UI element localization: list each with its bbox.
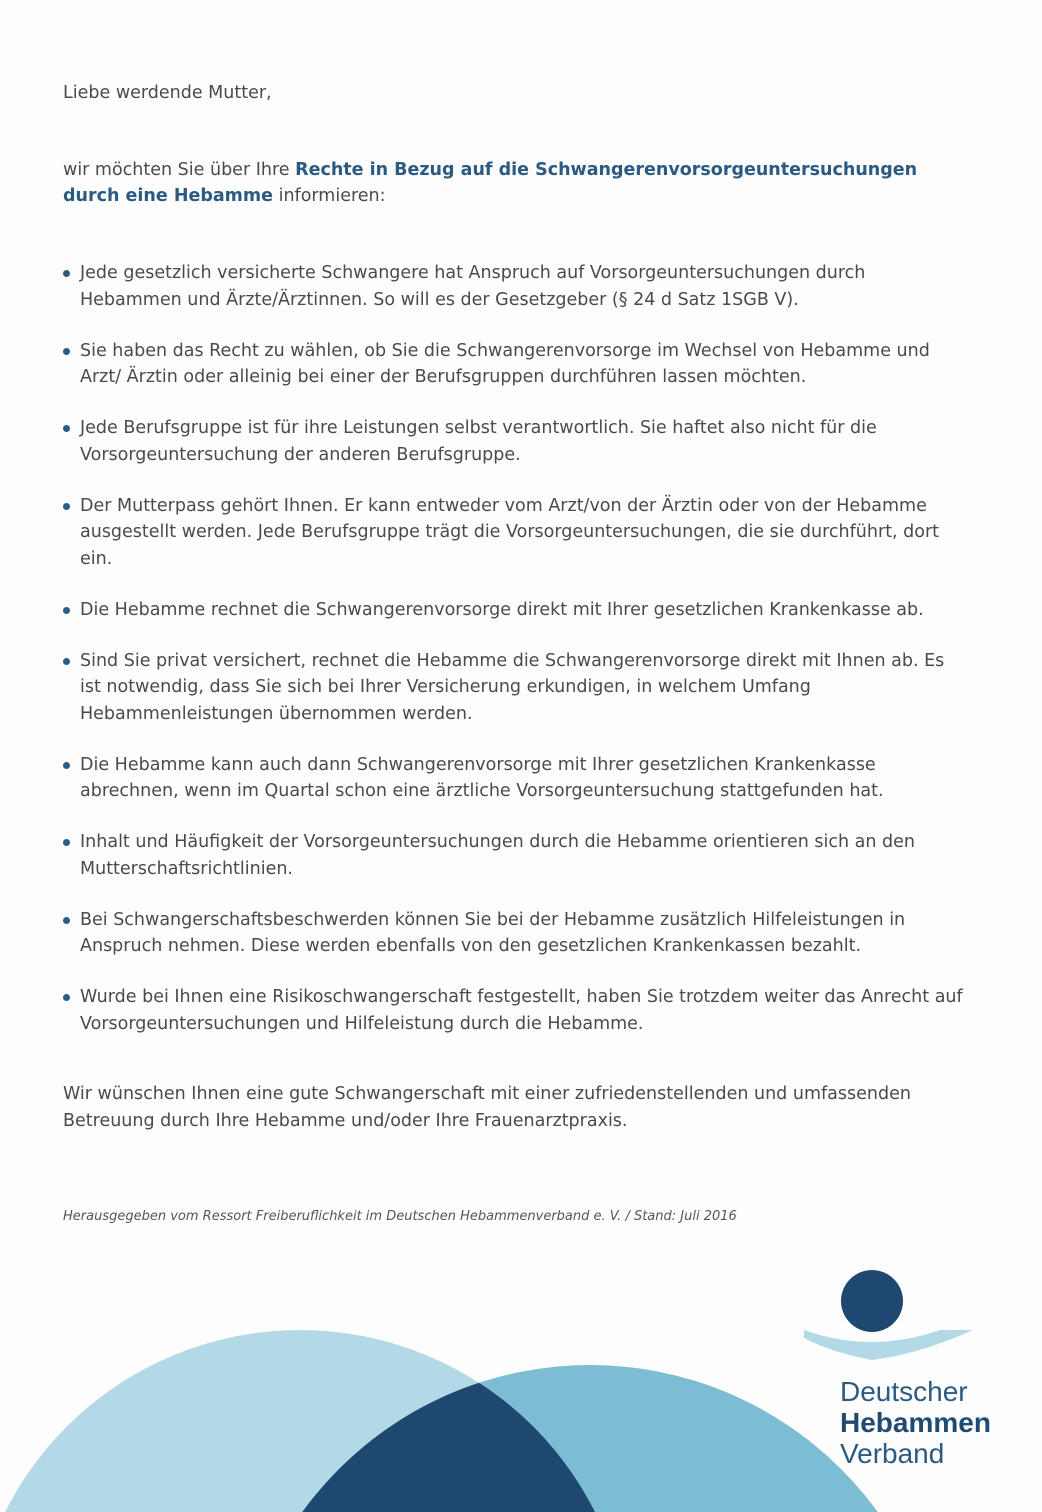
bullet-icon: [63, 658, 70, 665]
list-item: [63, 984, 963, 1037]
intro-text-end: informieren:: [273, 186, 386, 206]
logo-line-3: Verband: [840, 1438, 945, 1469]
list-item-text: Der Mutterpass gehört Ihnen. Er kann entweder vom Arzt/von der Ärztin oder von der Hebamme ausgestellt werden. Jede Berufsgruppe trägt die Vorsorgeuntersuchungen, die sie durchführt, dort ein.: [80, 495, 940, 569]
closing-paragraph: Wir wünschen Ihnen eine gute Schwangerschaft mit einer zufriedenstellenden und umfassenden Betreuung durch Ihre Hebamme und/oder Ihre Frauenarztpraxis.: [63, 1084, 911, 1131]
bullet-icon: [63, 917, 70, 924]
bullet-icon: [63, 839, 70, 846]
list-item: [63, 597, 963, 624]
bullet-icon: [63, 270, 70, 277]
list-item-text: Jede Berufsgruppe ist für ihre Leistungen selbst verantwortlich. Sie haftet also nicht für die Vorsorgeuntersuchung der anderen Berufsgruppe.: [80, 418, 877, 465]
logo-line-1: Deutscher: [840, 1376, 968, 1407]
salutation: Liebe werdende Mutter,: [63, 83, 272, 103]
intro-text-start: wir möchten Sie über Ihre: [63, 160, 296, 180]
intro-highlight: Rechte in Bezug auf die Schwangerenvorsorgeuntersuchungen durch eine Hebamme: [63, 160, 918, 206]
list-item: [63, 907, 963, 960]
list-item: [63, 829, 963, 882]
bullet-icon: [63, 425, 70, 432]
list-item-text: Jede gesetzlich versicherte Schwangere hat Anspruch auf Vorsorgeuntersuchungen durch Hebammen und Ärzte/Ärztinnen. So will es der Gesetzgeber (§ 24 d Satz 1SGB V).: [80, 263, 866, 310]
list-item-text: Bei Schwangerschaftsbeschwerden können Sie bei der Hebamme zusätzlich Hilfeleistungen in Anspruch nehmen. Diese werden ebenfalls von den gesetzlichen Krankenkassen bezahlt.: [80, 909, 906, 956]
logo-head-shape: [841, 1270, 903, 1332]
rights-list: [63, 260, 963, 1062]
list-item: [63, 260, 963, 313]
list-item-text: Wurde bei Ihnen eine Risikoschwangerschaft festgestellt, haben Sie trotzdem weiter das Anrecht auf Vorsorgeuntersuchungen und Hilfeleistung durch die Hebamme.: [80, 987, 963, 1034]
list-item: [63, 648, 963, 728]
list-item-text: Sie haben das Recht zu wählen, ob Sie die Schwangerenvorsorge im Wechsel von Hebamme und Arzt/ Ärztin oder alleinig bei einer der Berufsgruppen durchführen lassen möchten.: [80, 340, 930, 387]
bullet-icon: [63, 994, 70, 1001]
list-item: [63, 338, 963, 391]
list-item: [63, 493, 963, 573]
bullet-icon: [63, 348, 70, 355]
publisher-note: Herausgegeben vom Ressort Freiberuflichkeit im Deutschen Hebammenverband e. V. / Stand: Juli 2016: [63, 1209, 737, 1224]
bullet-icon: [63, 503, 70, 510]
list-item-text: Sind Sie privat versichert, rechnet die Hebamme die Schwangerenvorsorge direkt mit Ihnen ab. Es ist notwendig, dass Sie sich bei Ihrer Versicherung erkundigen, in welchem Umfang Hebammenleistungen übernommen werden.: [80, 650, 945, 724]
list-item-text: Die Hebamme kann auch dann Schwangerenvorsorge mit Ihrer gesetzlichen Krankenkasse abrechnen, wenn im Quartal schon eine ärztliche Vorsorgeuntersuchung stattgefunden hat.: [80, 754, 884, 801]
list-item: [63, 752, 963, 805]
logo-arc-shape: [804, 1330, 973, 1360]
list-item: [63, 415, 963, 468]
logo-wordmark: [840, 1376, 991, 1469]
bullet-icon: [63, 607, 70, 614]
intro-paragraph: [63, 157, 933, 209]
list-item-text: Die Hebamme rechnet die Schwangerenvorsorge direkt mit Ihrer gesetzlichen Krankenkasse ab.: [80, 599, 924, 620]
list-item-text: Inhalt und Häufigkeit der Vorsorgeuntersuchungen durch die Hebamme orientieren sich an den Mutterschaftsrichtlinien.: [80, 832, 915, 879]
bullet-icon: [63, 762, 70, 769]
logo-line-2: Hebammen: [840, 1407, 991, 1438]
